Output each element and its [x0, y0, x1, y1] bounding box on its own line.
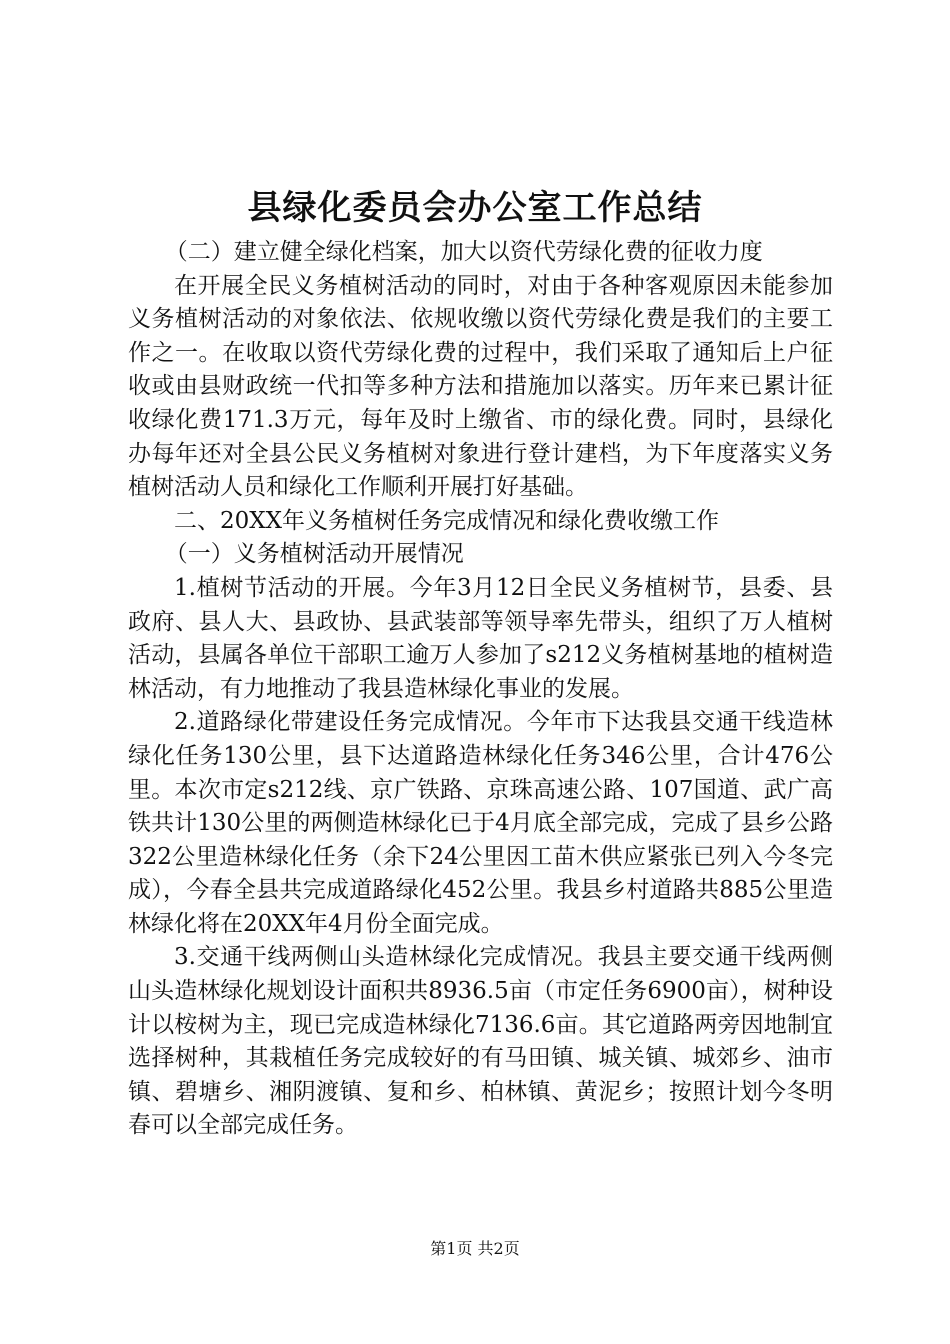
document-body: [128, 236, 833, 1143]
paragraph-hill-greening: 3.交通干线两侧山头造林绿化完成情况。我县主要交通干线两侧山头造林绿化规划设计面积共8936.5亩（市定任务6900亩），树种设计以桉树为主，现已完成造林绿化7136.6亩。其它道路两旁因地制宜选择树种，其栽植任务完成较好的有马田镇、城关镇、城郊乡、油市镇、碧塘乡、湘阴渡镇、复和乡、柏林镇、黄泥乡；按照计划今冬明春可以全部完成任务。: [128, 944, 833, 1139]
section-heading-2: （二）建立健全绿化档案，加大以资代劳绿化费的征收力度: [164, 239, 763, 265]
document-title: 县绿化委员会办公室工作总结: [247, 188, 703, 228]
section-heading-main-2: 二、20XX年义务植树任务完成情况和绿化费收缴工作: [174, 507, 720, 534]
paragraph-road-greening: 2.道路绿化带建设任务完成情况。今年市下达我县交通干线造林绿化任务130公里，县下达道路造林绿化任务346公里，合计476公里。本次市定s212线、京广铁路、京珠高速公路、107国道、武广高铁共计130公里的两侧造林绿化已于4月底全部完成，完成了县乡公路322公里造林绿化任务（余下24公里因工苗木供应紧张已列入今冬完成），今春全县共完成道路绿化452公里。我县乡村道路共885公里造林绿化将在20XX年4月份全面完成。: [128, 709, 833, 937]
paragraph-arbor-day: 1.植树节活动的开展。今年3月12日全民义务植树节，县委、县政府、县人大、县政协、县武装部等领导率先带头，组织了万人植树活动，县属各单位干部职工逾万人参加了s212义务植树基地的植树造林活动，有力地推动了我县造林绿化事业的发展。: [128, 574, 833, 702]
paragraph-fee-collection: 在开展全民义务植树活动的同时，对由于各种客观原因未能参加义务植树活动的对象依法、依规收缴以资代劳绿化费是我们的主要工作之一。在收取以资代劳绿化费的过程中，我们采取了通知后上户征收或由县财政统一代扣等多种方法和措施加以落实。历年来已累计征收绿化费171.3万元，每年及时上缴省、市的绿化费。同时，县绿化办每年还对全县公民义务植树对象进行登计建档，为下年度落实义务植树活动人员和绿化工作顺利开展打好基础。: [128, 272, 833, 501]
section-heading-1: （一）义务植树活动开展情况: [164, 541, 464, 568]
page-footer: 第1页 共2页: [430, 1239, 520, 1258]
